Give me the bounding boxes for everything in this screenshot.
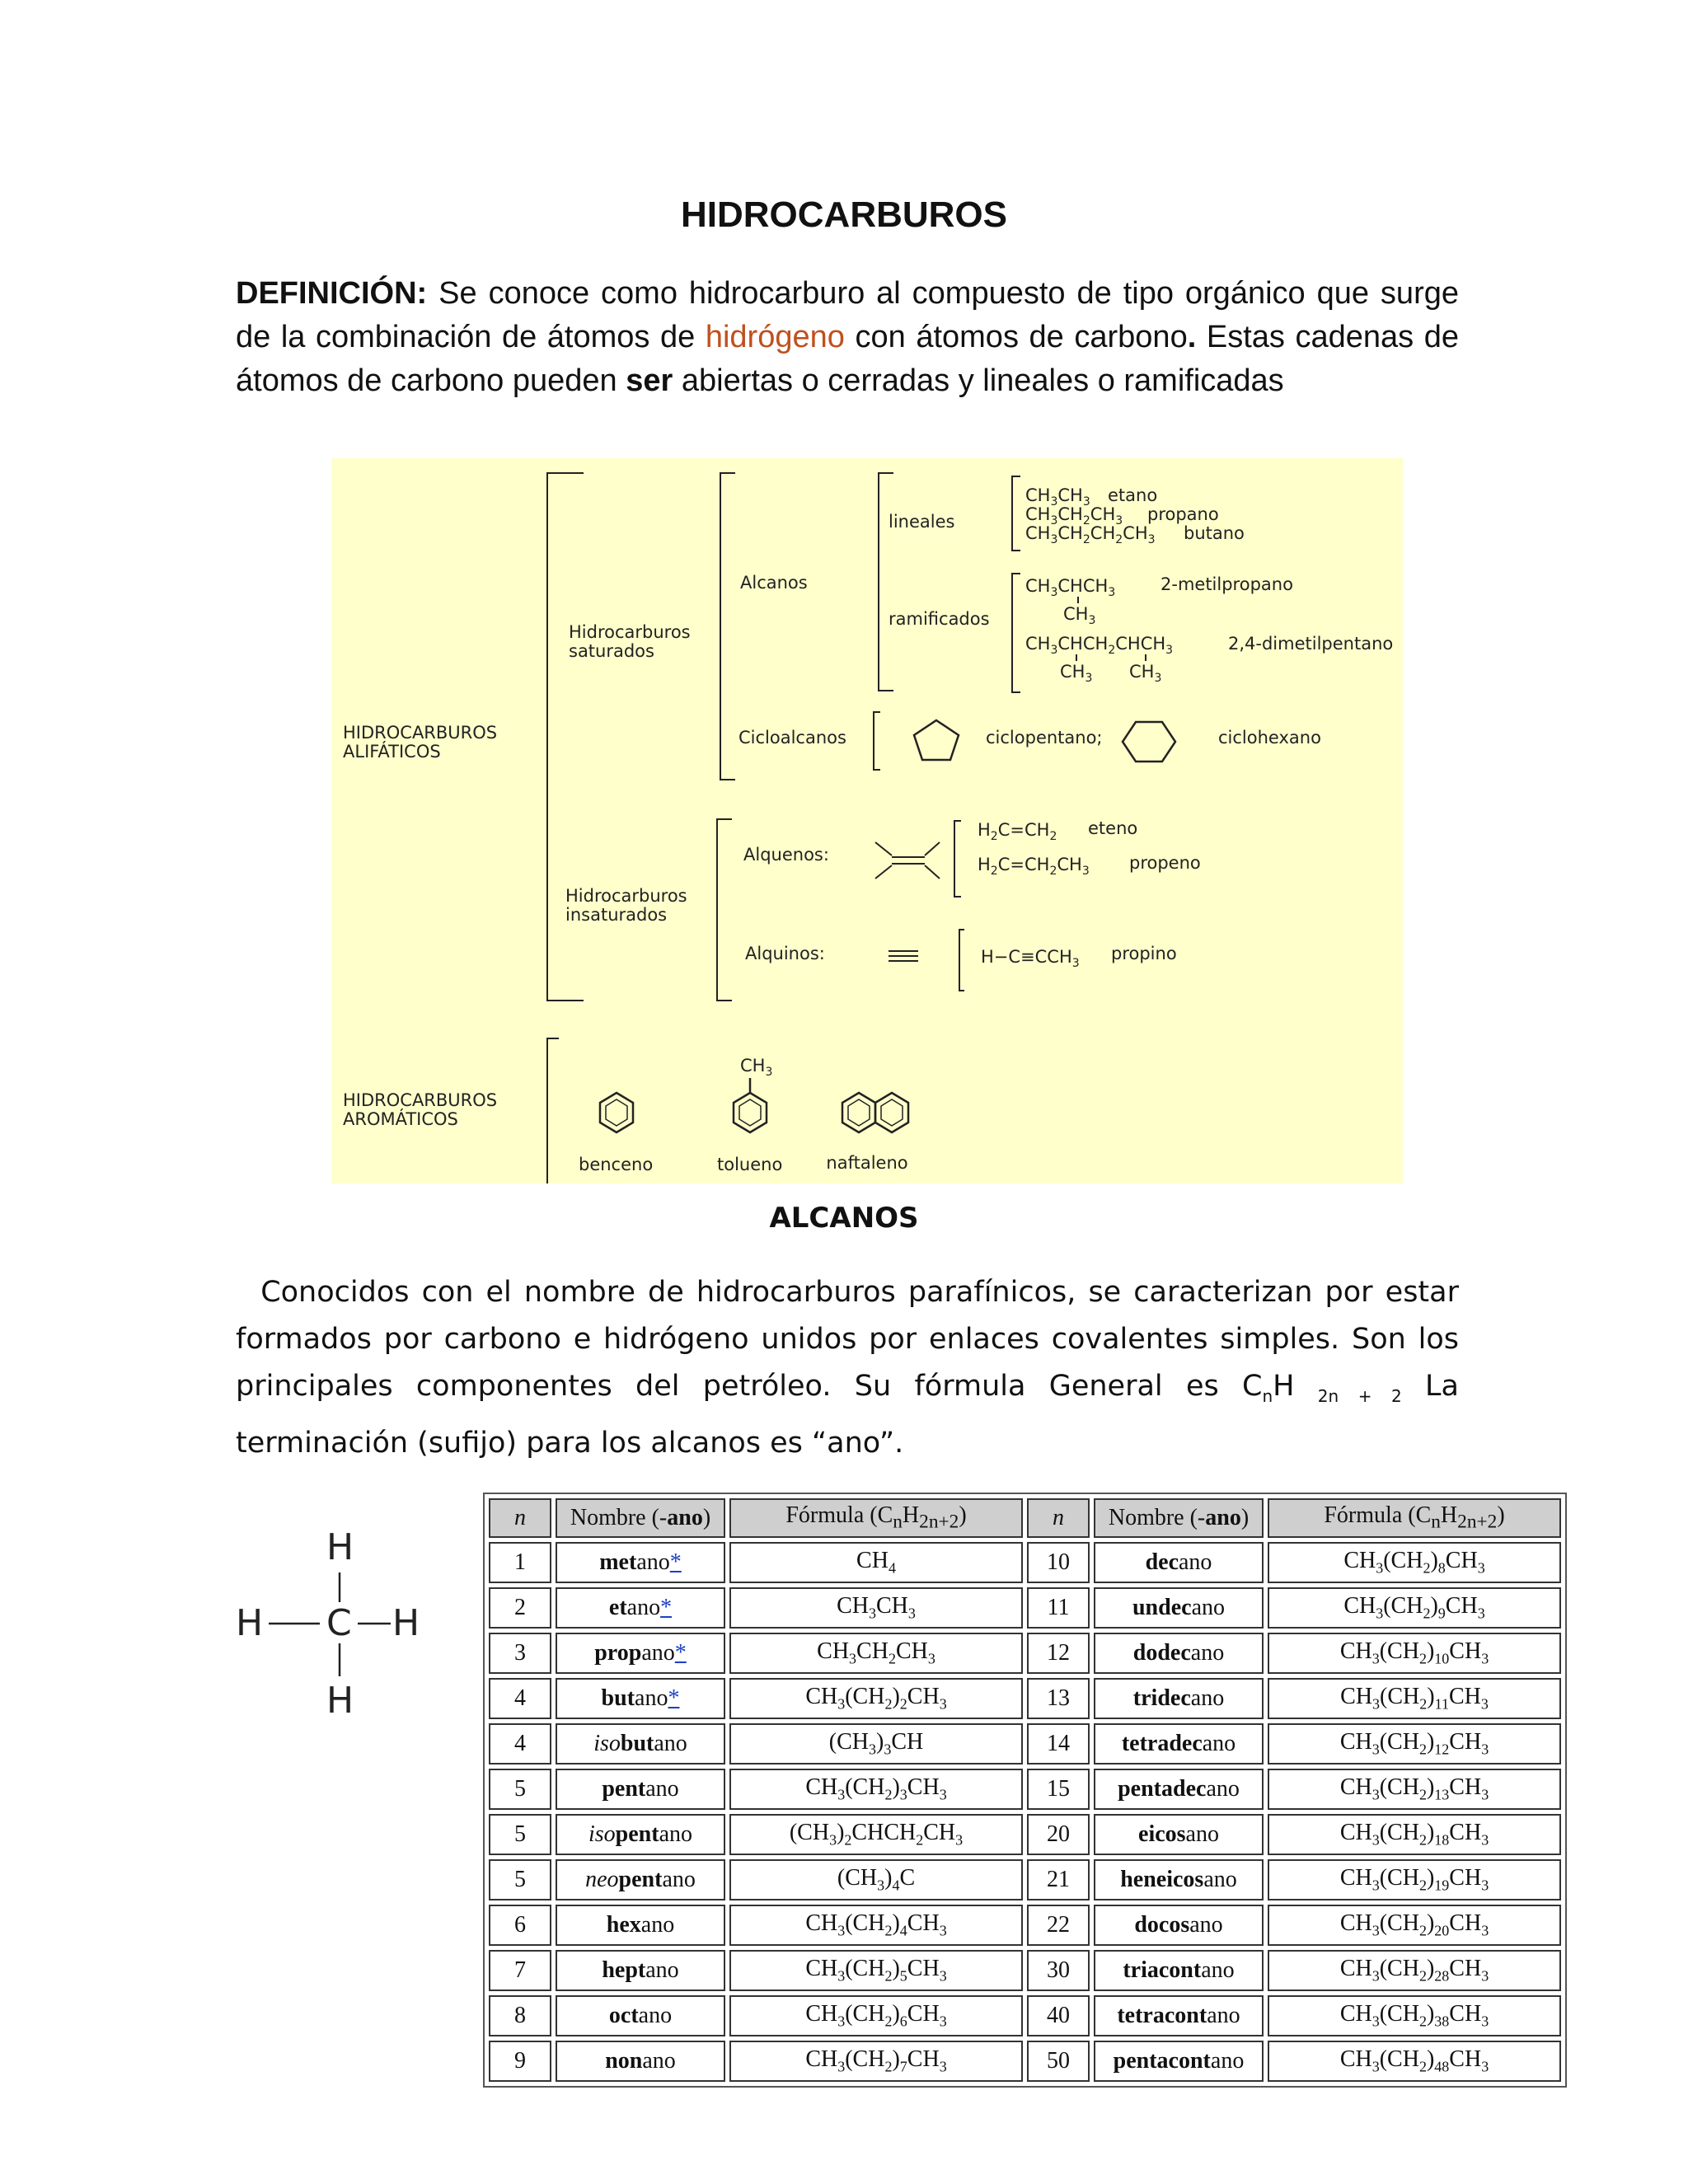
cell-n: 5 [489, 1859, 551, 1900]
cell-n: 50 [1027, 2041, 1090, 2082]
cell-nombre: tetracontano [1094, 1995, 1264, 2036]
table-row [489, 1723, 1561, 1765]
methane-h-top: H [326, 1526, 354, 1568]
table-row [489, 2041, 1561, 2082]
cell-formula: $CH_3(CH_2)_7CH_3$ [729, 2041, 1023, 2082]
cell-nombre: tetradecano [1094, 1723, 1264, 1765]
methane-c: C [326, 1602, 352, 1644]
header-n: n [1027, 1498, 1090, 1538]
cell-formula: $CH_3(CH_2)_5CH_3$ [729, 1950, 1023, 1991]
cell-nombre: isopentano [556, 1814, 725, 1855]
cell-n: 5 [489, 1814, 551, 1855]
cell-n: 4 [489, 1723, 551, 1765]
name-eteno: eteno [1088, 818, 1138, 838]
name-propino: propino [1111, 944, 1177, 963]
cell-n: 40 [1027, 1995, 1090, 2036]
cell-formula: $(CH_3)_3CH$ [729, 1723, 1023, 1765]
label-insaturados-2: insaturados [565, 905, 668, 925]
cell-nombre: heneicosano [1094, 1859, 1264, 1900]
cell-n: 20 [1027, 1814, 1090, 1855]
cell-n: 9 [489, 2041, 551, 2082]
formula-h: H [1273, 1370, 1295, 1403]
cell-formula: $CH_3(CH_2)_{48}CH_3$ [1268, 2041, 1561, 2082]
label-saturados-1: Hidrocarburos [569, 622, 691, 642]
formula-metilpropano: $CH_3CHCH_3$ [1025, 576, 1116, 599]
cell-n: 22 [1027, 1905, 1090, 1946]
cell-n: 3 [489, 1633, 551, 1674]
label-alifaticos-1: HIDROCARBUROS [343, 723, 498, 743]
hidrogeno-link-text: hidrógeno [705, 320, 845, 354]
table-row [489, 1542, 1561, 1583]
cell-nombre: etano* [556, 1587, 725, 1629]
paragraph-text: Conocidos con el nombre de hidrocarburos parafínicos, se caracterizan por estar formados por carbono e hidrógeno unidos por enlaces covalentes simples. Son los principales componentes del petróleo. Su fórmula General es C [236, 1276, 1459, 1403]
name-etano: etano [1108, 485, 1158, 505]
formula-etano: $CH_3CH_3$ [1025, 485, 1090, 509]
cell-n: 21 [1027, 1859, 1090, 1900]
header-nombre: Nombre (-ano) [1094, 1498, 1264, 1538]
header-formula: Fórmula $(C_nH_{2n+2})$ [729, 1498, 1023, 1538]
cell-formula: $CH_3(CH_2)_9CH_3$ [1268, 1587, 1561, 1629]
cell-formula: $CH_4$ [729, 1542, 1023, 1583]
name-ciclopentano: ciclopentano; [986, 728, 1103, 748]
label-alifaticos-2: ALIFÁTICOS [343, 742, 441, 762]
cell-nombre: triacontano [1094, 1950, 1264, 1991]
paragraph-text: La terminación (sufijo) para los alcanos es “ano”. [236, 1370, 1459, 1460]
table-header-row [489, 1498, 1561, 1538]
formula-branch-ch3: $CH_3$ [1063, 604, 1096, 627]
cell-n: 10 [1027, 1542, 1090, 1583]
label-saturados-2: saturados [569, 641, 654, 661]
cell-nombre: heptano [556, 1950, 725, 1991]
cell-formula: $CH_3CH_2CH_3$ [729, 1633, 1023, 1674]
cell-formula: $CH_3(CH_2)_{19}CH_3$ [1268, 1859, 1561, 1900]
cell-nombre: propano* [556, 1633, 725, 1674]
cell-n: 12 [1027, 1633, 1090, 1674]
name-propeno: propeno [1129, 853, 1201, 873]
definition-text: Estas cadenas de átomos de carbono pueden [236, 320, 1459, 398]
definition-dot: . [1187, 320, 1197, 354]
table-row [489, 1678, 1561, 1719]
table-row [489, 1587, 1561, 1629]
alkanes-table [483, 1493, 1567, 2088]
formula-butano: $CH_3CH_2CH_2CH_3$ [1025, 523, 1156, 546]
cell-nombre: dodecano [1094, 1633, 1264, 1674]
label-alquenos: Alquenos: [743, 845, 829, 865]
table-row [489, 1769, 1561, 1810]
header-nombre: Nombre (-ano) [556, 1498, 725, 1538]
cell-nombre: undecano [1094, 1587, 1264, 1629]
formula-subscript-n: n [1262, 1386, 1273, 1406]
cell-nombre: nonano [556, 2041, 725, 2082]
definition-text: Se conoce como hidrocarburo al compuesto de tipo orgánico que surge de la combinación de átomos de [236, 276, 1459, 354]
definition-label: DEFINICIÓN: [236, 276, 428, 311]
cell-nombre: neopentano [556, 1859, 725, 1900]
cell-formula: $CH_3CH_3$ [729, 1587, 1023, 1629]
cell-formula: $CH_3(CH_2)_{18}CH_3$ [1268, 1814, 1561, 1855]
cell-nombre: octano [556, 1995, 725, 2036]
cell-nombre: pentadecano [1094, 1769, 1264, 1810]
formula-eteno: $H_2C=CH_2$ [978, 820, 1057, 843]
name-ciclohexano: ciclohexano [1218, 728, 1321, 748]
label-insaturados-1: Hidrocarburos [565, 886, 687, 906]
cell-formula: $CH_3(CH_2)_{12}CH_3$ [1268, 1723, 1561, 1765]
cell-nombre: eicosano [1094, 1814, 1264, 1855]
cell-nombre: pentacontano [1094, 2041, 1264, 2082]
formula-propeno: $H_2C=CH_2CH_3$ [978, 855, 1090, 878]
cell-formula: $CH_3(CH_2)_4CH_3$ [729, 1905, 1023, 1946]
table-row [489, 1814, 1561, 1855]
cell-formula: $CH_3(CH_2)_{20}CH_3$ [1268, 1905, 1561, 1946]
table-row [489, 1950, 1561, 1991]
cell-formula: $CH_3(CH_2)_{28}CH_3$ [1268, 1950, 1561, 1991]
methane-h-left: H [236, 1602, 264, 1644]
hydrocarbon-classification-diagram [331, 458, 1403, 1183]
cell-formula: $CH_3(CH_2)_2CH_3$ [729, 1678, 1023, 1719]
cell-n: 2 [489, 1587, 551, 1629]
name-star-link[interactable]: * [674, 1640, 687, 1666]
label-alquinos: Alquinos: [745, 944, 825, 963]
name-metilpropano: 2-metilpropano [1160, 574, 1293, 594]
cell-formula: $CH_3(CH_2)_{10}CH_3$ [1268, 1633, 1561, 1674]
methane-structure [231, 1523, 445, 1721]
definition-text: abiertas o cerradas y lineales o ramificadas [673, 363, 1284, 398]
definition-paragraph [236, 272, 1459, 403]
cell-n: 6 [489, 1905, 551, 1946]
cell-n: 7 [489, 1950, 551, 1991]
cell-formula: $CH_3(CH_2)_{13}CH_3$ [1268, 1769, 1561, 1810]
cell-formula: $CH_3(CH_2)_{11}CH_3$ [1268, 1678, 1561, 1719]
name-star-link[interactable]: * [668, 1685, 680, 1711]
formula-branch-ch3: $CH_3$ [1060, 662, 1093, 685]
label-lineales: lineales [889, 512, 955, 532]
cell-n: 30 [1027, 1950, 1090, 1991]
cell-formula: $CH_3(CH_2)_6CH_3$ [729, 1995, 1023, 2036]
name-star-link[interactable]: * [660, 1595, 673, 1620]
cell-nombre: isobutano [556, 1723, 725, 1765]
methane-h-bottom: H [326, 1680, 354, 1721]
table-row [489, 1995, 1561, 2036]
cell-n: 13 [1027, 1678, 1090, 1719]
cell-formula: $CH_3(CH_2)_3CH_3$ [729, 1769, 1023, 1810]
table-row [489, 1859, 1561, 1900]
formula-dimetilpentano: $CH_3CHCH_2CHCH_3$ [1025, 634, 1174, 657]
cell-n: 4 [489, 1678, 551, 1719]
formula-subscript-2n2: 2n + 2 [1317, 1386, 1402, 1406]
table-row [489, 1633, 1561, 1674]
formula-toluene-ch3: $CH_3$ [740, 1056, 773, 1079]
diagram-background [331, 458, 1403, 1183]
cell-formula: $(CH_3)_2CHCH_2CH_3$ [729, 1814, 1023, 1855]
label-alcanos: Alcanos [740, 573, 808, 593]
cell-formula: $CH_3(CH_2)_8CH_3$ [1268, 1542, 1561, 1583]
cell-nombre: docosano [1094, 1905, 1264, 1946]
name-dimetilpentano: 2,4-dimetilpentano [1228, 634, 1394, 654]
label-ramificados: ramificados [889, 609, 990, 629]
name-star-link[interactable]: * [669, 1549, 682, 1575]
cell-n: 8 [489, 1995, 551, 2036]
name-benceno: benceno [579, 1155, 654, 1174]
name-tolueno: tolueno [717, 1155, 783, 1174]
name-butano: butano [1184, 523, 1245, 543]
alcanos-paragraph [236, 1269, 1459, 1467]
formula-branch-ch3: $CH_3$ [1129, 662, 1162, 685]
cell-n: 14 [1027, 1723, 1090, 1765]
table-row [489, 1905, 1561, 1946]
cell-nombre: metano* [556, 1542, 725, 1583]
cell-nombre: tridecano [1094, 1678, 1264, 1719]
definition-bold-word: ser [626, 363, 673, 398]
section-title-alcanos: ALCANOS [769, 1202, 919, 1235]
label-cicloalcanos: Cicloalcanos [738, 728, 846, 748]
cell-n: 5 [489, 1769, 551, 1810]
cell-nombre: pentano [556, 1769, 725, 1810]
formula-propino: $H-C\equiv CCH_3$ [981, 947, 1080, 970]
definition-text: con átomos de carbono [844, 320, 1188, 354]
cell-formula: $(CH_3)_4C$ [729, 1859, 1023, 1900]
label-aromaticos-1: HIDROCARBUROS [343, 1090, 498, 1110]
methane-h-right: H [392, 1602, 420, 1644]
cell-n: 15 [1027, 1769, 1090, 1810]
name-naftaleno: naftaleno [826, 1153, 908, 1173]
cell-n: 1 [489, 1542, 551, 1583]
cell-n: 11 [1027, 1587, 1090, 1629]
formula-propano: $CH_3CH_2CH_3$ [1025, 504, 1123, 527]
header-formula: Fórmula $(C_nH_{2n+2})$ [1268, 1498, 1561, 1538]
cell-nombre: decano [1094, 1542, 1264, 1583]
cell-formula: $CH_3(CH_2)_{38}CH_3$ [1268, 1995, 1561, 2036]
label-aromaticos-2: AROMÁTICOS [343, 1109, 458, 1129]
page-title: HIDROCARBUROS [681, 194, 1007, 235]
header-n: n [489, 1498, 551, 1538]
cell-nombre: butano* [556, 1678, 725, 1719]
cell-nombre: hexano [556, 1905, 725, 1946]
name-propano: propano [1147, 504, 1219, 524]
